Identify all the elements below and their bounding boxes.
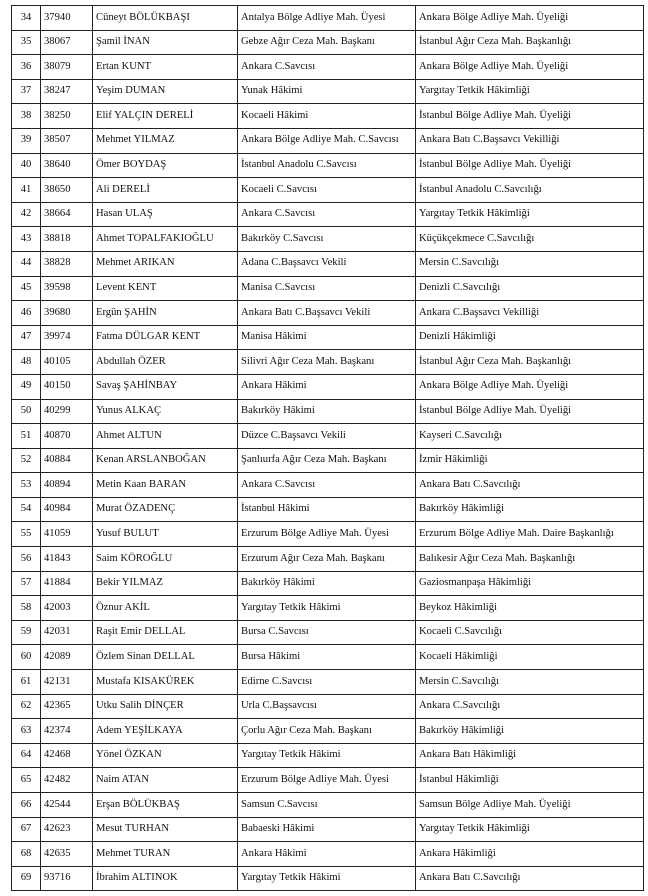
new-position: Ankara C.Başsavcı Vekilliği bbox=[416, 301, 644, 326]
person-name: Mehmet ARIKAN bbox=[93, 251, 238, 276]
row-number: 54 bbox=[12, 497, 41, 522]
person-name: Ahmet ALTUN bbox=[93, 424, 238, 449]
person-name: Ergün ŞAHİN bbox=[93, 301, 238, 326]
person-name: Ertan KUNT bbox=[93, 55, 238, 80]
current-position: İstanbul Anadolu C.Savcısı bbox=[238, 153, 416, 178]
table-row bbox=[12, 670, 644, 695]
new-position: Yargıtay Tetkik Hâkimliği bbox=[416, 79, 644, 104]
table-row bbox=[12, 374, 644, 399]
sicil-number: 42623 bbox=[41, 817, 93, 842]
current-position: Erzurum Bölge Adliye Mah. Üyesi bbox=[238, 768, 416, 793]
table-row bbox=[12, 276, 644, 301]
table-row bbox=[12, 178, 644, 203]
person-name: Ahmet TOPALFAKIOĞLU bbox=[93, 227, 238, 252]
person-name: Bekir YILMAZ bbox=[93, 571, 238, 596]
new-position: Ankara Bölge Adliye Mah. Üyeliği bbox=[416, 6, 644, 31]
sicil-number: 38828 bbox=[41, 251, 93, 276]
sicil-number: 42131 bbox=[41, 670, 93, 695]
row-number: 39 bbox=[12, 128, 41, 153]
new-position: İstanbul Hâkimliği bbox=[416, 768, 644, 793]
current-position: Ankara C.Savcısı bbox=[238, 202, 416, 227]
row-number: 69 bbox=[12, 866, 41, 891]
person-name: Kenan ARSLANBOĞAN bbox=[93, 448, 238, 473]
person-name: Savaş ŞAHİNBAY bbox=[93, 374, 238, 399]
row-number: 60 bbox=[12, 645, 41, 670]
current-position: Manisa C.Savcısı bbox=[238, 276, 416, 301]
current-position: Kocaeli Hâkimi bbox=[238, 104, 416, 129]
current-position: Adana C.Başsavcı Vekili bbox=[238, 251, 416, 276]
new-position: İstanbul Anadolu C.Savcılığı bbox=[416, 178, 644, 203]
person-name: İbrahim ALTINOK bbox=[93, 866, 238, 891]
table-row bbox=[12, 6, 644, 31]
sicil-number: 93716 bbox=[41, 866, 93, 891]
row-number: 37 bbox=[12, 79, 41, 104]
new-position: İstanbul Bölge Adliye Mah. Üyeliği bbox=[416, 153, 644, 178]
sicil-number: 39680 bbox=[41, 301, 93, 326]
person-name: Utku Salih DİNÇER bbox=[93, 694, 238, 719]
current-position: Gebze Ağır Ceza Mah. Başkanı bbox=[238, 30, 416, 55]
new-position: Yargıtay Tetkik Hâkimliği bbox=[416, 202, 644, 227]
current-position: Silivri Ağır Ceza Mah. Başkanı bbox=[238, 350, 416, 375]
sicil-number: 40299 bbox=[41, 399, 93, 424]
person-name: Cüneyt BÖLÜKBAŞI bbox=[93, 6, 238, 31]
new-position: Ankara Batı C.Savcılığı bbox=[416, 866, 644, 891]
current-position: Yargıtay Tetkik Hâkimi bbox=[238, 866, 416, 891]
new-position: Denizli Hâkimliği bbox=[416, 325, 644, 350]
table-row bbox=[12, 350, 644, 375]
row-number: 57 bbox=[12, 571, 41, 596]
person-name: Özlem Sinan DELLAL bbox=[93, 645, 238, 670]
row-number: 58 bbox=[12, 596, 41, 621]
person-name: Öznur AKİL bbox=[93, 596, 238, 621]
new-position: Ankara Hâkimliği bbox=[416, 842, 644, 867]
sicil-number: 38664 bbox=[41, 202, 93, 227]
current-position: Samsun C.Savcısı bbox=[238, 793, 416, 818]
table-row bbox=[12, 448, 644, 473]
person-name: Ömer BOYDAŞ bbox=[93, 153, 238, 178]
current-position: Ankara Hâkimi bbox=[238, 842, 416, 867]
table-row bbox=[12, 596, 644, 621]
table-row bbox=[12, 424, 644, 449]
current-position: Çorlu Ağır Ceza Mah. Başkanı bbox=[238, 719, 416, 744]
sicil-number: 42365 bbox=[41, 694, 93, 719]
sicil-number: 40884 bbox=[41, 448, 93, 473]
current-position: İstanbul Hâkimi bbox=[238, 497, 416, 522]
table-row bbox=[12, 301, 644, 326]
current-position: Manisa Hâkimi bbox=[238, 325, 416, 350]
table-row bbox=[12, 719, 644, 744]
person-name: Yunus ALKAÇ bbox=[93, 399, 238, 424]
row-number: 44 bbox=[12, 251, 41, 276]
person-name: Elif YALÇIN DERELİ bbox=[93, 104, 238, 129]
table-row bbox=[12, 547, 644, 572]
new-position: Erzurum Bölge Adliye Mah. Daire Başkanlığı bbox=[416, 522, 644, 547]
sicil-number: 39598 bbox=[41, 276, 93, 301]
new-position: İstanbul Ağır Ceza Mah. Başkanlığı bbox=[416, 350, 644, 375]
new-position: Ankara Bölge Adliye Mah. Üyeliği bbox=[416, 374, 644, 399]
row-number: 53 bbox=[12, 473, 41, 498]
new-position: Ankara C.Savcılığı bbox=[416, 694, 644, 719]
sicil-number: 40150 bbox=[41, 374, 93, 399]
person-name: Abdullah ÖZER bbox=[93, 350, 238, 375]
table-row bbox=[12, 202, 644, 227]
person-name: Levent KENT bbox=[93, 276, 238, 301]
sicil-number: 41843 bbox=[41, 547, 93, 572]
row-number: 64 bbox=[12, 743, 41, 768]
sicil-number: 42468 bbox=[41, 743, 93, 768]
row-number: 51 bbox=[12, 424, 41, 449]
row-number: 55 bbox=[12, 522, 41, 547]
row-number: 59 bbox=[12, 620, 41, 645]
new-position: Küçükçekmece C.Savcılığı bbox=[416, 227, 644, 252]
row-number: 66 bbox=[12, 793, 41, 818]
sicil-number: 38650 bbox=[41, 178, 93, 203]
row-number: 46 bbox=[12, 301, 41, 326]
current-position: Ankara C.Savcısı bbox=[238, 55, 416, 80]
person-name: Raşit Emir DELLAL bbox=[93, 620, 238, 645]
current-position: Ankara C.Savcısı bbox=[238, 473, 416, 498]
row-number: 36 bbox=[12, 55, 41, 80]
row-number: 62 bbox=[12, 694, 41, 719]
row-number: 38 bbox=[12, 104, 41, 129]
current-position: Bakırköy Hâkimi bbox=[238, 571, 416, 596]
person-name: Saim KÖROĞLU bbox=[93, 547, 238, 572]
table-row bbox=[12, 30, 644, 55]
person-name: Yeşim DUMAN bbox=[93, 79, 238, 104]
table-row bbox=[12, 522, 644, 547]
table-body bbox=[12, 6, 644, 891]
sicil-number: 40894 bbox=[41, 473, 93, 498]
sicil-number: 38079 bbox=[41, 55, 93, 80]
person-name: Naim ATAN bbox=[93, 768, 238, 793]
row-number: 35 bbox=[12, 30, 41, 55]
table-row bbox=[12, 128, 644, 153]
new-position: Balıkesir Ağır Ceza Mah. Başkanlığı bbox=[416, 547, 644, 572]
sicil-number: 41059 bbox=[41, 522, 93, 547]
person-name: Fatma DÜLGAR KENT bbox=[93, 325, 238, 350]
sicil-number: 42482 bbox=[41, 768, 93, 793]
current-position: Kocaeli C.Savcısı bbox=[238, 178, 416, 203]
new-position: Bakırköy Hâkimliği bbox=[416, 719, 644, 744]
table-row bbox=[12, 153, 644, 178]
person-name: Erşan BÖLÜKBAŞ bbox=[93, 793, 238, 818]
new-position: Beykoz Hâkimliği bbox=[416, 596, 644, 621]
person-name: Hasan ULAŞ bbox=[93, 202, 238, 227]
new-position: İzmir Hâkimliği bbox=[416, 448, 644, 473]
table-row bbox=[12, 743, 644, 768]
current-position: Ankara Batı C.Başsavcı Vekili bbox=[238, 301, 416, 326]
row-number: 41 bbox=[12, 178, 41, 203]
new-position: Gaziosmanpaşa Hâkimliği bbox=[416, 571, 644, 596]
row-number: 61 bbox=[12, 670, 41, 695]
row-number: 50 bbox=[12, 399, 41, 424]
table-row bbox=[12, 694, 644, 719]
sicil-number: 38250 bbox=[41, 104, 93, 129]
new-position: Ankara Batı C.Başsavcı Vekilliği bbox=[416, 128, 644, 153]
new-position: Kocaeli C.Savcılığı bbox=[416, 620, 644, 645]
sicil-number: 42635 bbox=[41, 842, 93, 867]
row-number: 40 bbox=[12, 153, 41, 178]
current-position: Düzce C.Başsavcı Vekili bbox=[238, 424, 416, 449]
table-row bbox=[12, 842, 644, 867]
new-position: İstanbul Bölge Adliye Mah. Üyeliği bbox=[416, 399, 644, 424]
row-number: 48 bbox=[12, 350, 41, 375]
current-position: Bursa Hâkimi bbox=[238, 645, 416, 670]
row-number: 67 bbox=[12, 817, 41, 842]
appointment-table bbox=[11, 5, 644, 891]
table-row bbox=[12, 571, 644, 596]
person-name: Mehmet YILMAZ bbox=[93, 128, 238, 153]
person-name: Metin Kaan BARAN bbox=[93, 473, 238, 498]
new-position: Kocaeli Hâkimliği bbox=[416, 645, 644, 670]
new-position: Kayseri C.Savcılığı bbox=[416, 424, 644, 449]
table-row bbox=[12, 399, 644, 424]
new-position: Ankara Batı Hâkimliği bbox=[416, 743, 644, 768]
sicil-number: 42003 bbox=[41, 596, 93, 621]
row-number: 52 bbox=[12, 448, 41, 473]
sicil-number: 42374 bbox=[41, 719, 93, 744]
person-name: Adem YEŞİLKAYA bbox=[93, 719, 238, 744]
current-position: Erzurum Ağır Ceza Mah. Başkanı bbox=[238, 547, 416, 572]
sicil-number: 40984 bbox=[41, 497, 93, 522]
sicil-number: 42031 bbox=[41, 620, 93, 645]
table-row bbox=[12, 104, 644, 129]
current-position: Yargıtay Tetkik Hâkimi bbox=[238, 743, 416, 768]
sicil-number: 39974 bbox=[41, 325, 93, 350]
current-position: Urla C.Başsavcısı bbox=[238, 694, 416, 719]
current-position: Erzurum Bölge Adliye Mah. Üyesi bbox=[238, 522, 416, 547]
new-position: Yargıtay Tetkik Hâkimliği bbox=[416, 817, 644, 842]
row-number: 49 bbox=[12, 374, 41, 399]
sicil-number: 38818 bbox=[41, 227, 93, 252]
current-position: Antalya Bölge Adliye Mah. Üyesi bbox=[238, 6, 416, 31]
new-position: Denizli C.Savcılığı bbox=[416, 276, 644, 301]
person-name: Mehmet TURAN bbox=[93, 842, 238, 867]
new-position: İstanbul Ağır Ceza Mah. Başkanlığı bbox=[416, 30, 644, 55]
table-row bbox=[12, 645, 644, 670]
table-row bbox=[12, 768, 644, 793]
table-row bbox=[12, 251, 644, 276]
sicil-number: 40105 bbox=[41, 350, 93, 375]
new-position: İstanbul Bölge Adliye Mah. Üyeliği bbox=[416, 104, 644, 129]
table-row bbox=[12, 866, 644, 891]
table-row bbox=[12, 79, 644, 104]
new-position: Bakırköy Hâkimliği bbox=[416, 497, 644, 522]
new-position: Mersin C.Savcılığı bbox=[416, 251, 644, 276]
table-row bbox=[12, 55, 644, 80]
sicil-number: 37940 bbox=[41, 6, 93, 31]
new-position: Samsun Bölge Adliye Mah. Üyeliği bbox=[416, 793, 644, 818]
current-position: Ankara Bölge Adliye Mah. C.Savcısı bbox=[238, 128, 416, 153]
sicil-number: 42544 bbox=[41, 793, 93, 818]
sicil-number: 41884 bbox=[41, 571, 93, 596]
table-row bbox=[12, 620, 644, 645]
row-number: 56 bbox=[12, 547, 41, 572]
sicil-number: 40870 bbox=[41, 424, 93, 449]
sicil-number: 42089 bbox=[41, 645, 93, 670]
person-name: Mesut TURHAN bbox=[93, 817, 238, 842]
sicil-number: 38067 bbox=[41, 30, 93, 55]
table-row bbox=[12, 817, 644, 842]
current-position: Bakırköy C.Savcısı bbox=[238, 227, 416, 252]
table-row bbox=[12, 793, 644, 818]
table-row bbox=[12, 227, 644, 252]
table-row bbox=[12, 325, 644, 350]
row-number: 45 bbox=[12, 276, 41, 301]
row-number: 63 bbox=[12, 719, 41, 744]
row-number: 47 bbox=[12, 325, 41, 350]
sicil-number: 38640 bbox=[41, 153, 93, 178]
current-position: Yunak Hâkimi bbox=[238, 79, 416, 104]
sicil-number: 38247 bbox=[41, 79, 93, 104]
current-position: Bursa C.Savcısı bbox=[238, 620, 416, 645]
new-position: Ankara Batı C.Savcılığı bbox=[416, 473, 644, 498]
current-position: Edirne C.Savcısı bbox=[238, 670, 416, 695]
current-position: Babaeski Hâkimi bbox=[238, 817, 416, 842]
person-name: Yönel ÖZKAN bbox=[93, 743, 238, 768]
table-row bbox=[12, 473, 644, 498]
row-number: 43 bbox=[12, 227, 41, 252]
person-name: Ali DERELİ bbox=[93, 178, 238, 203]
current-position: Ankara Hâkimi bbox=[238, 374, 416, 399]
person-name: Murat ÖZADENÇ bbox=[93, 497, 238, 522]
row-number: 34 bbox=[12, 6, 41, 31]
new-position: Mersin C.Savcılığı bbox=[416, 670, 644, 695]
table-row bbox=[12, 497, 644, 522]
current-position: Şanlıurfa Ağır Ceza Mah. Başkanı bbox=[238, 448, 416, 473]
row-number: 65 bbox=[12, 768, 41, 793]
current-position: Yargıtay Tetkik Hâkimi bbox=[238, 596, 416, 621]
person-name: Şamil İNAN bbox=[93, 30, 238, 55]
current-position: Bakırköy Hâkimi bbox=[238, 399, 416, 424]
sicil-number: 38507 bbox=[41, 128, 93, 153]
person-name: Yusuf BULUT bbox=[93, 522, 238, 547]
row-number: 42 bbox=[12, 202, 41, 227]
person-name: Mustafa KISAKÜREK bbox=[93, 670, 238, 695]
new-position: Ankara Bölge Adliye Mah. Üyeliği bbox=[416, 55, 644, 80]
row-number: 68 bbox=[12, 842, 41, 867]
